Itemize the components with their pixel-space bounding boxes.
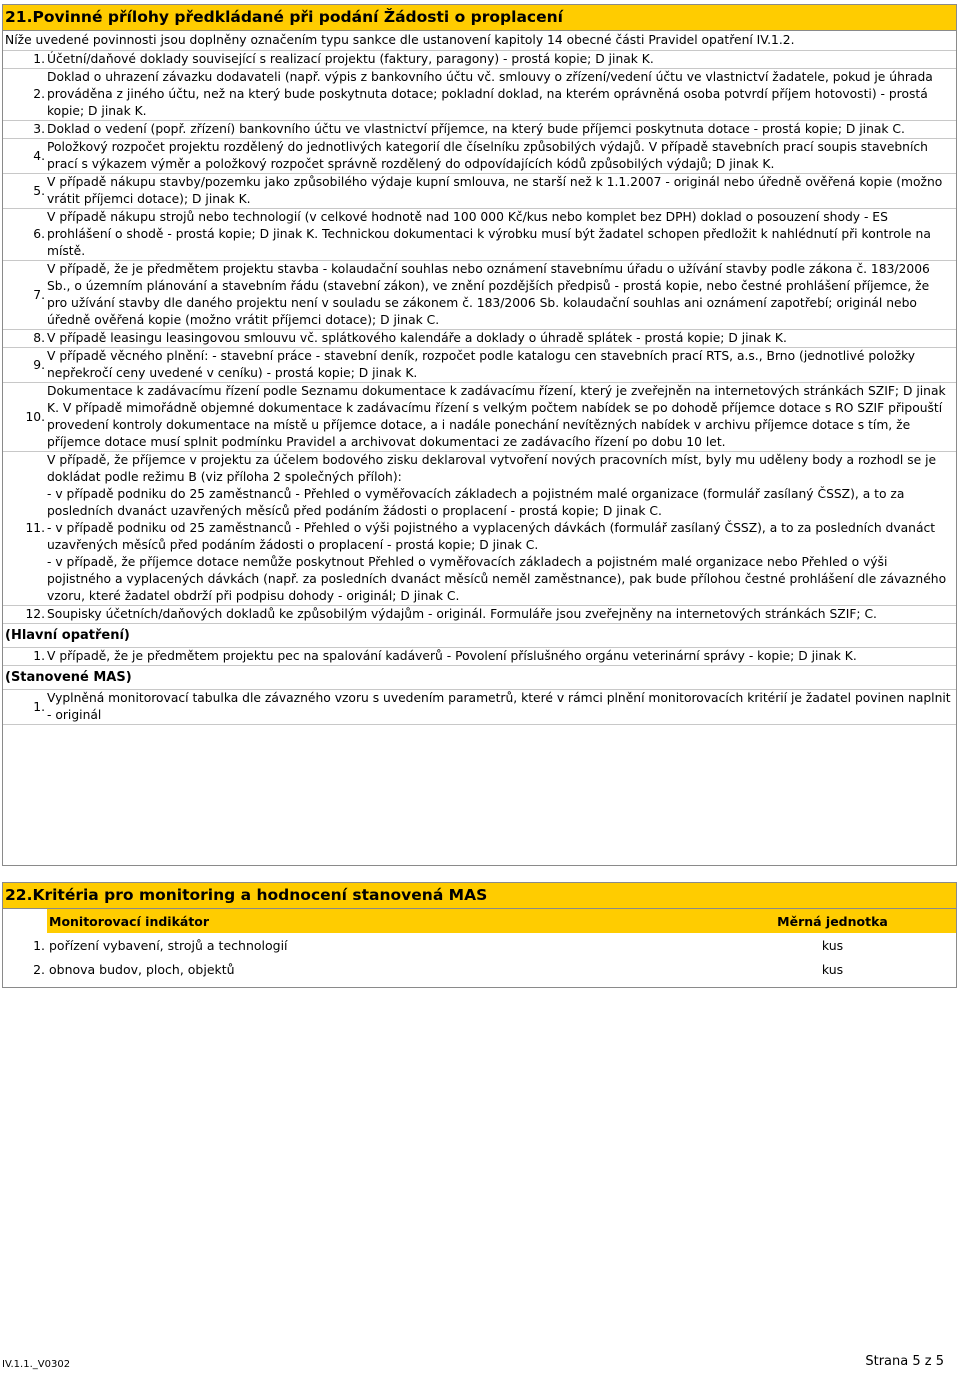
item-number: 7. — [33, 287, 45, 302]
list-item — [3, 121, 956, 139]
list-item — [3, 452, 956, 606]
row-number: 2. — [33, 961, 45, 977]
list-item — [3, 606, 956, 624]
item-number: 5. — [33, 183, 45, 198]
item-number: 6. — [33, 227, 45, 241]
item-number: 8. — [33, 331, 45, 345]
table-row — [3, 933, 956, 957]
item-text: V případě, že je předmětem projektu stavba - kolaudační souhlas nebo oznámení stavebnímu úřadu o užívání stavby podle zákona č. 183/2006 Sb., o územním plánování a stavebním řádu (stavební zákon), ve znění pozdějších předpisů - prostá kopie, nebo čestné prohlášení příjemce, že pro užívání stavby dle daného projektu není v souladu se zákonem č. 183/2006 Sb. kolaudační souhlas ani oznámení zapotřebí; originál nebo úředně ověřená kopie (možno vrátit příjemci dotace); D jinak C. — [47, 262, 930, 327]
indicator-cell: obnova budov, ploch, objektů — [49, 961, 235, 977]
list-item — [3, 330, 956, 348]
list-item — [3, 51, 956, 69]
table-row — [3, 957, 956, 981]
item-number: 1. — [33, 52, 45, 66]
row-number: 1. — [33, 937, 45, 953]
item-number: 3. — [33, 122, 45, 136]
section-22 — [2, 882, 957, 988]
item-text: Účetní/daňové doklady související s realizací projektu (faktury, paragony) - prostá kopie; D jinak K. — [47, 52, 654, 66]
item-number: 12. — [25, 607, 45, 621]
item-text: Dokumentace k zadávacímu řízení podle Seznamu dokumentace k zadávacímu řízení, který je zveřejněn na internetových stránkách SZIF; D jinak K. V případě mimořádně objemné dokumentace k zadávacímu řízení s velkým počtem nabídek se po dohodě příjemce dotace s RO SZIF připouští provedení kontroly dokumentace na místě u příjemce dotace, a i nadále ponechání nevítězných nabídek v archivu příjemce dotace s tím, že příjemce dotace musí splnit podmínku Pravidel a archivovat dokumentaci ze zadávacího řízení po dobu 10 let. — [47, 384, 946, 449]
item-text: Položkový rozpočet projektu rozdělený do jednotlivých kategorií dle číselníku způsobilých výdajů. V případě stavebních prací soupis stavebních prací s výkazem výměr a položkový rozpočet správně rozdělený do odpovídajících kódů způsobilých výdajů; D jinak K. — [47, 140, 928, 171]
item-number: 4. — [33, 148, 45, 163]
section-21-intro: Níže uvedené povinnosti jsou doplněny označením typu sankce dle ustanovení kapitoly 14 obecné části Pravidel opatření IV.1.2. — [3, 31, 956, 51]
indicator-cell: pořízení vybavení, strojů a technologií — [49, 937, 288, 953]
section-21 — [2, 4, 957, 866]
item-text: V případě nákupu stavby/pozemku jako způsobilého výdaje kupní smlouva, ne starší než k 1.1.2007 - originál nebo úředně ověřená kopie (možno vrátit příjemci dotace); D jinak K. — [47, 175, 943, 206]
list-item — [3, 69, 956, 121]
unit-cell: kus — [821, 961, 844, 977]
footer-page-number: Strana 5 z 5 — [865, 1354, 944, 1369]
item-number: 1. — [33, 649, 45, 663]
item-number: 10. — [25, 409, 45, 424]
attachments-list — [3, 51, 956, 624]
list-item — [3, 261, 956, 330]
item-text: V případě, že je předmětem projektu pec na spalování kadáverů - Povolení příslušného orgánu veterinární správy - kopie; D jinak K. — [47, 649, 857, 663]
stanovene-mas-label: (Stanovené MAS) — [3, 666, 956, 690]
header-spacer — [3, 909, 47, 933]
item-text: V případě leasingu leasingovou smlouvu vč. splátkového kalendáře a doklady o úhradě splátek - prostá kopie; D jinak K. — [47, 331, 787, 345]
item-text — [47, 452, 956, 605]
hlavni-opatreni-label: (Hlavní opatření) — [3, 624, 956, 648]
monitoring-table — [3, 909, 956, 981]
section-21-title: 21.Povinné přílohy předkládané při podání Žádosti o proplacení — [3, 5, 956, 31]
item-text-line: - v případě, že příjemce dotace nemůže poskytnout Přehled o vyměřovacích základech a pojistném malé organizace nebo Přehled o výši pojistného a vyplacených dávkách (např. za posledních dvanáct měsíců neměl zaměstnance), pak bude přílohou čestné prohlášení dle závazného vzoru, které žadatel obdrží při podpisu dohody - originál; D jinak C. — [47, 555, 947, 603]
item-text-line: V případě, že příjemce v projektu za účelem bodového zisku deklaroval vytvoření nových pracovních míst, byly mu uděleny body a rozhodl se je dokládat podle režimu B (viz příloha 2 společných příloh): — [47, 453, 937, 484]
item-number: 2. — [33, 87, 45, 101]
item-text-line: - v případě podniku do 25 zaměstnanců - Přehled o vyměřovacích základech a pojistném malé organizace (formulář zasílaný ČSSZ), a to za posledních dvanáct uzavřených měsíců před podáním žádosti o proplacení - prostá kopie; D jinak C. — [47, 487, 905, 518]
list-item — [3, 690, 956, 725]
item-number: 1. — [33, 699, 45, 714]
section-22-title: 22.Kritéria pro monitoring a hodnocení stanovená MAS — [3, 883, 956, 909]
list-item — [3, 383, 956, 452]
column-header-unit: Měrná jednotka — [709, 909, 956, 933]
table-header-row — [3, 909, 956, 933]
item-text: V případě nákupu strojů nebo technologií (v celkové hodnotě nad 100 000 Kč/kus nebo komplet bez DPH) doklad o posouzení shody - ES prohlášení o shodě - prostá kopie; D jinak K. Technickou dokumentaci k výrobku musí být žadatel schopen předložit k nahlédnutí při kontrole na místě. — [47, 210, 931, 258]
empty-row — [3, 725, 956, 765]
item-text: Doklad o vedení (popř. zřízení) bankovního účtu ve vlastnictví příjemce, na který bude příjemci poskytnuta dotace - prostá kopie; D jinak C. — [47, 122, 905, 136]
list-item — [3, 174, 956, 209]
list-item — [3, 348, 956, 383]
item-text: Soupisky účetních/daňových dokladů ke způsobilým výdajům - originál. Formuláře jsou zveřejněny na internetových stránkách SZIF; C. — [47, 607, 877, 621]
item-text-line: - v případě podniku od 25 zaměstnanců - Přehled o výši pojistného a vyplacených dávkách (formulář zasílaný ČSSZ), a to za posledních dvanáct uzavřených měsíců před podáním žádosti o proplacení - prostá kopie; D jinak C. — [47, 521, 936, 552]
list-item — [3, 209, 956, 261]
item-text: Vyplněná monitorovací tabulka dle závazného vzoru s uvedením parametrů, které v rámci plnění monitorovacích kritérií je žadatel povinen naplnit - originál — [47, 691, 951, 722]
list-item — [3, 139, 956, 174]
item-number: 11. — [25, 521, 45, 535]
list-item — [3, 648, 956, 666]
column-header-indicator: Monitorovací indikátor — [47, 909, 709, 933]
item-text: V případě věcného plnění: - stavební práce - stavební deník, rozpočet podle katalogu cen stavebních prací RTS, a.s., Brno (jednotlivé položky nepřekročí ceny uvedené v ceníku) - prostá kopie; D jinak K. — [47, 349, 916, 380]
item-number: 9. — [33, 357, 45, 372]
unit-cell: kus — [821, 937, 844, 953]
footer-code: IV.1.1._V0302 — [2, 1359, 71, 1370]
item-text: Doklad o uhrazení závazku dodavateli (např. výpis z bankovního účtu vč. smlouvy o zřízení/vedení účtu ve vlastnictví žadatele, pokud je úhrada prováděna z jiného účtu, než na který bude poskytnuta dotace; pokladní doklad, na kterém oprávněná osoba potvrdí příjem hotovosti) - prostá kopie; D jinak K. — [47, 70, 933, 118]
